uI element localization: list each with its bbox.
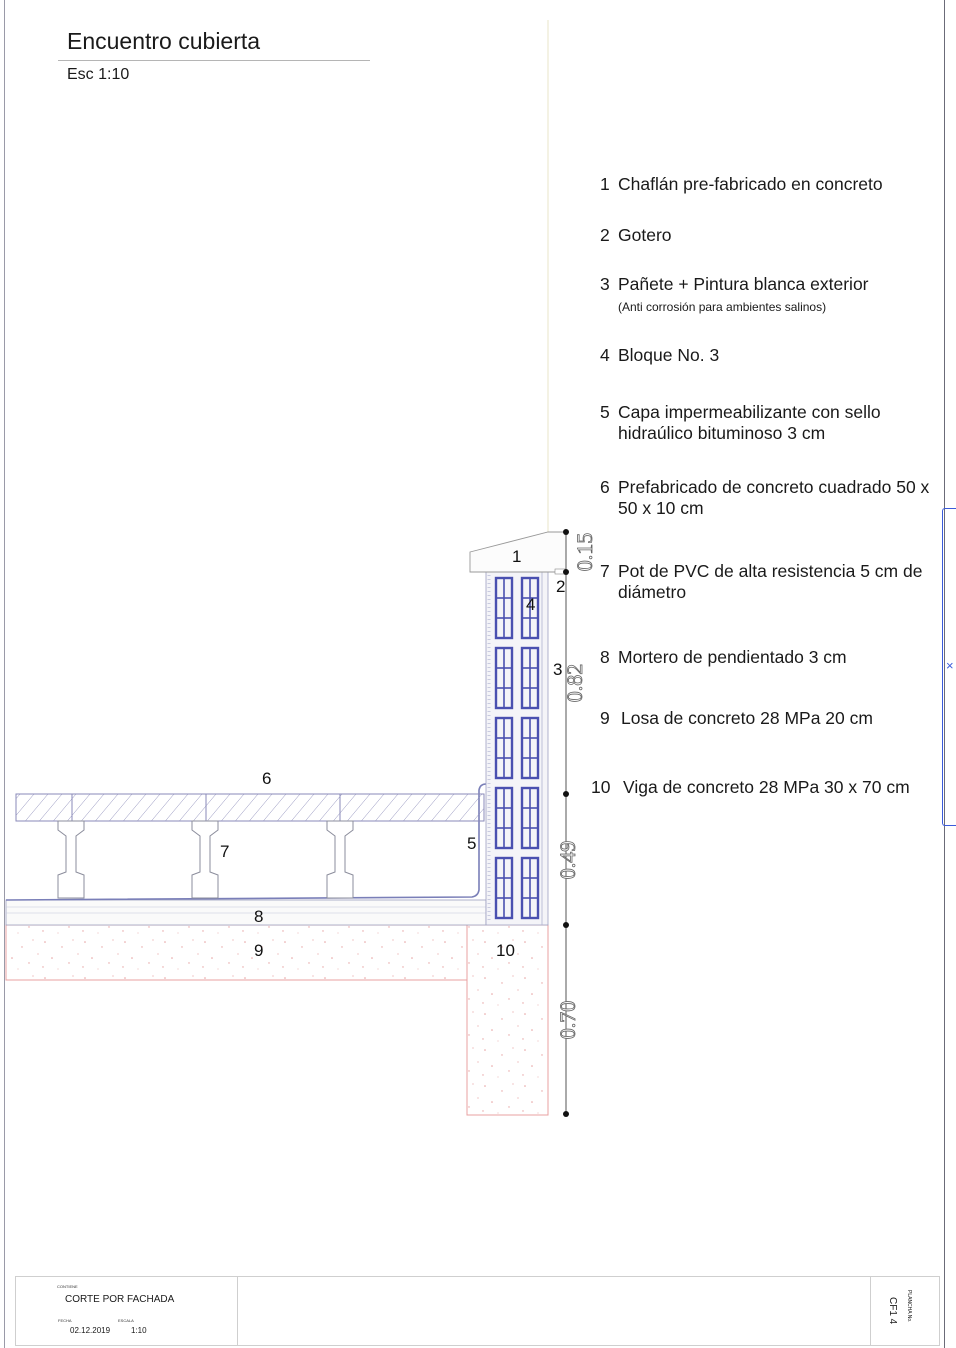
title-block-divider [237,1276,238,1346]
legend-text: Losa de concreto 28 MPa 20 cm [621,708,873,728]
dim-label-070: 0.70 [555,1000,580,1040]
date-label: FECHA [58,1318,72,1323]
legend-text: Capa impermeabilizante con sello hidraúlico bituminoso 3 cm [618,402,881,443]
concrete-slab [6,925,467,980]
legend-text: Pañete + Pintura blanca exterior [618,274,869,294]
sloping-mortar [6,900,486,925]
dim-label-049: 0.49 [555,840,580,880]
date-value: 02.12.2019 [70,1326,111,1335]
legend-number: 8 [600,647,610,667]
callout-3: 3 [553,660,563,679]
legend-number: 7 [600,561,610,581]
legend-number: 5 [600,402,610,422]
scale-label: ESCALA [118,1318,134,1323]
callout-10: 10 [496,941,515,960]
legend-text: Prefabricado de concreto cuadrado 50 x 50 x 10 cm [618,477,930,518]
callout-5: 5 [467,834,477,853]
callout-2: 2 [556,577,566,596]
title-block [15,1276,940,1346]
legend-text: Bloque No. 3 [618,345,720,365]
page-title: Encuentro cubierta [67,28,261,54]
legend-text: Gotero [618,225,672,245]
legend-subtext: (Anti corrosión para ambientes salinos) [618,300,827,314]
legend-text: Mortero de pendientado 3 cm [618,647,847,667]
legend-number: 10 [591,777,611,797]
callout-9: 9 [254,941,264,960]
legend-number: 2 [600,225,610,245]
callout-1: 1 [512,547,522,566]
legend-number: 1 [600,174,610,194]
contents-label: CONTIENE [57,1284,78,1289]
callout-4: 4 [526,595,536,614]
callout-6: 6 [262,769,272,788]
legend-number: 4 [600,345,610,365]
pvc-pedestals [58,821,353,898]
legend-number: 9 [600,708,610,728]
scale-value: 1:10 [131,1326,147,1335]
legend-text: Chaflán pre-fabricado en concreto [618,174,883,194]
sheet-number: CF1 4 [887,1297,898,1325]
contents-value: CORTE POR FACHADA [65,1294,175,1305]
close-icon[interactable]: × [946,658,954,673]
legend-number: 6 [600,477,610,497]
callout-7: 7 [220,842,230,861]
legend-number: 3 [600,274,610,294]
title-block-divider [870,1276,871,1346]
drawing-scale: Esc 1:10 [67,66,130,83]
concrete-paver [16,794,484,821]
dim-label-015: 0.15 [572,532,597,572]
dim-label-082: 0.82 [562,663,587,703]
legend-text: Pot de PVC de alta resistencia 5 cm de diámetro [618,561,923,602]
sheet-label: PLANCHA No. [906,1290,912,1323]
legend-text: Viga de concreto 28 MPa 30 x 70 cm [623,777,910,797]
callout-8: 8 [254,907,264,926]
